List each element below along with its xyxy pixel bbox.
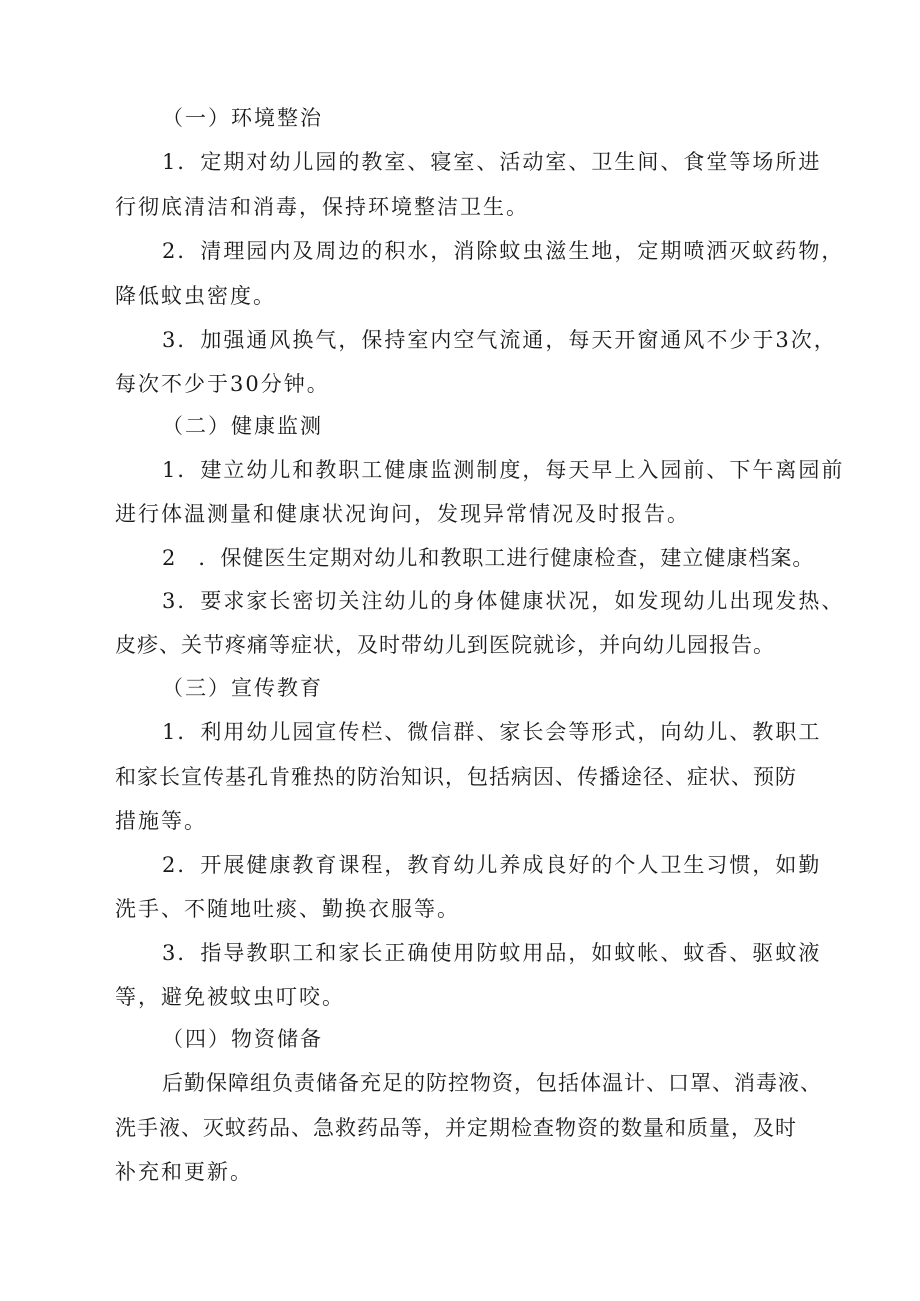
paragraph-line: 2 ．保健医生定期对幼儿和教职工进行健康检查，建立健康档案。 [162,546,815,570]
section-heading-4: （四）物资储备 [162,1027,323,1051]
paragraph-line: 补充和更新。 [115,1160,253,1184]
paragraph-line: 降低蚊虫密度。 [115,284,276,308]
paragraph-line: 后勤保障组负责储备充足的防控物资，包括体温计、口罩、消毒液、 [162,1071,822,1095]
paragraph-line: 1．定期对幼儿园的教室、寝室、活动室、卫生间、食堂等场所进 [162,150,822,174]
paragraph-line: 3．要求家长密切关注幼儿的身体健康状况，如发现幼儿出现发热、 [162,589,845,613]
paragraph-line: 3．加强通风换气，保持室内空气流通，每天开窗通风不少于3次， [162,328,837,352]
paragraph-line: 1．利用幼儿园宣传栏、微信群、家长会等形式，向幼儿、教职工 [162,720,822,744]
section-heading-1: （一）环境整治 [162,106,323,130]
paragraph-line: 洗手液、灭蚊药品、急救药品等，并定期检查物资的数量和质量，及时 [115,1116,797,1140]
paragraph-line: 和家长宣传基孔肯雅热的防治知识，包括病因、传播途径、症状、预防 [115,765,797,789]
paragraph-line: 洗手、不随地吐痰、勤换衣服等。 [115,897,460,921]
paragraph-line: 行彻底清洁和消毒，保持环境整洁卫生。 [115,195,529,219]
paragraph-line: 2．开展健康教育课程，教育幼儿养成良好的个人卫生习惯，如勤 [162,853,822,877]
paragraph-line: 进行体温测量和健康状况询问，发现异常情况及时报告。 [115,502,690,526]
section-heading-2: （二）健康监测 [162,414,323,438]
paragraph-line: 皮疹、关节疼痛等症状，及时带幼儿到医院就诊，并向幼儿园报告。 [115,633,775,657]
section-heading-3: （三）宣传教育 [162,676,323,700]
paragraph-line: 2．清理园内及周边的积水，消除蚊虫滋生地，定期喷洒灭蚊药物， [162,239,845,263]
paragraph-line: 1．建立幼儿和教职工健康监测制度，每天早上入园前、下午离园前 [162,458,845,482]
paragraph-line: 每次不少于30分钟。 [115,372,330,396]
paragraph-line: 等，避免被蚊虫叮咬。 [115,985,345,1009]
paragraph-line: 3．指导教职工和家长正确使用防蚊用品，如蚊帐、蚊香、驱蚊液 [162,941,822,965]
paragraph-line: 措施等。 [115,809,207,833]
